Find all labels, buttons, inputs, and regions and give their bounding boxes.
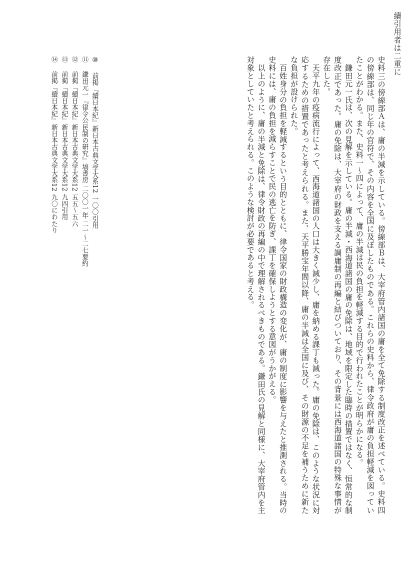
footnote-number: ⑭	[50, 56, 59, 63]
running-head: 續引用者は二重に	[393, 12, 402, 76]
footnote	[49, 56, 59, 396]
footnote-number: ⑬	[60, 56, 69, 63]
footnote-text: 前掲『續日本紀』新日本古典文学大系12 九四引用	[60, 70, 69, 221]
body-paragraph: 史料三の傍線部Ａは、庸の半減を示している。傍線部Ｂは、大宰府管内諸国の庸を全て免除する制度改正を述べている。史料四の傍線部は、同じ年の官符で、その内容を全国に及ぼしたものである。これらの史料から、律令政府が庸の負担軽減を図っていたことがわかる。また、史料一〜四によって、庸の半減は民の負担を軽減する目的で行われたことが明らかになる。	[355, 56, 386, 514]
footnote-number: ⑫	[70, 56, 79, 63]
body-paragraph: 以上のように、庸の半減と免除は、律令財政の再編の中で理解されるべきものである。鎌田氏の見解と同様に、大宰府管内を主対象としていたと考えられる。このような検討が必要であると考える。	[246, 56, 267, 514]
footnote	[69, 56, 79, 396]
body-paragraph: 百姓身分の負担を軽減するという目的とともに、律令国家の財政構造の変化が、庸の制度に影響を与えたと推測される。当時の史料には、庸の負担を減らすことで民の逃亡を防ぎ、課丁を確保しようとする意図がうかがえる。	[267, 56, 288, 514]
footnote	[59, 56, 69, 396]
body-paragraph: 天平九年の疫病流行によって、西海道諸国の人口は大きく減少し、庸を納める課丁も減った。庸の免除は、このような状況に対応するための措置であったと考えられる。また、天平勝宝年間以降、庸の半減は全国に及び、その財源の不足を補うために新たな負担が設けられた。	[289, 56, 321, 514]
footnote-number: ⑪	[80, 56, 89, 63]
footnote-text: 鎌田元一『律令公民制の研究』塙書房 二〇〇一年 二一〜二七要約	[80, 70, 89, 267]
footnote-text: 前掲『續日本紀』新日本古典文学大系12 九〇にわたり	[50, 70, 59, 234]
footnote	[80, 56, 90, 396]
footnotes	[50, 56, 100, 396]
footnote-number: ⑩	[91, 56, 99, 65]
footnote-text: 前掲『續日本紀』新日本古典文学大系12 五五〜五六	[70, 70, 79, 227]
footnote	[90, 56, 100, 396]
body-paragraph: 鎌田元一氏は、次の見解を示している。庸の半減・西海道諸国の庸の免除は、地域を限定した臨時の措置ではなく、恒常的な制度改正であった。庸の免除は、大宰府の財政を支える調庸制の再編と結びついており、その背景には西海道諸国の特殊な事情が存在した。	[322, 56, 354, 514]
main-body-text	[90, 56, 386, 514]
footnote-text: 前掲『續日本紀』新日本古典文学大系12 一〇〇引用	[91, 72, 99, 229]
